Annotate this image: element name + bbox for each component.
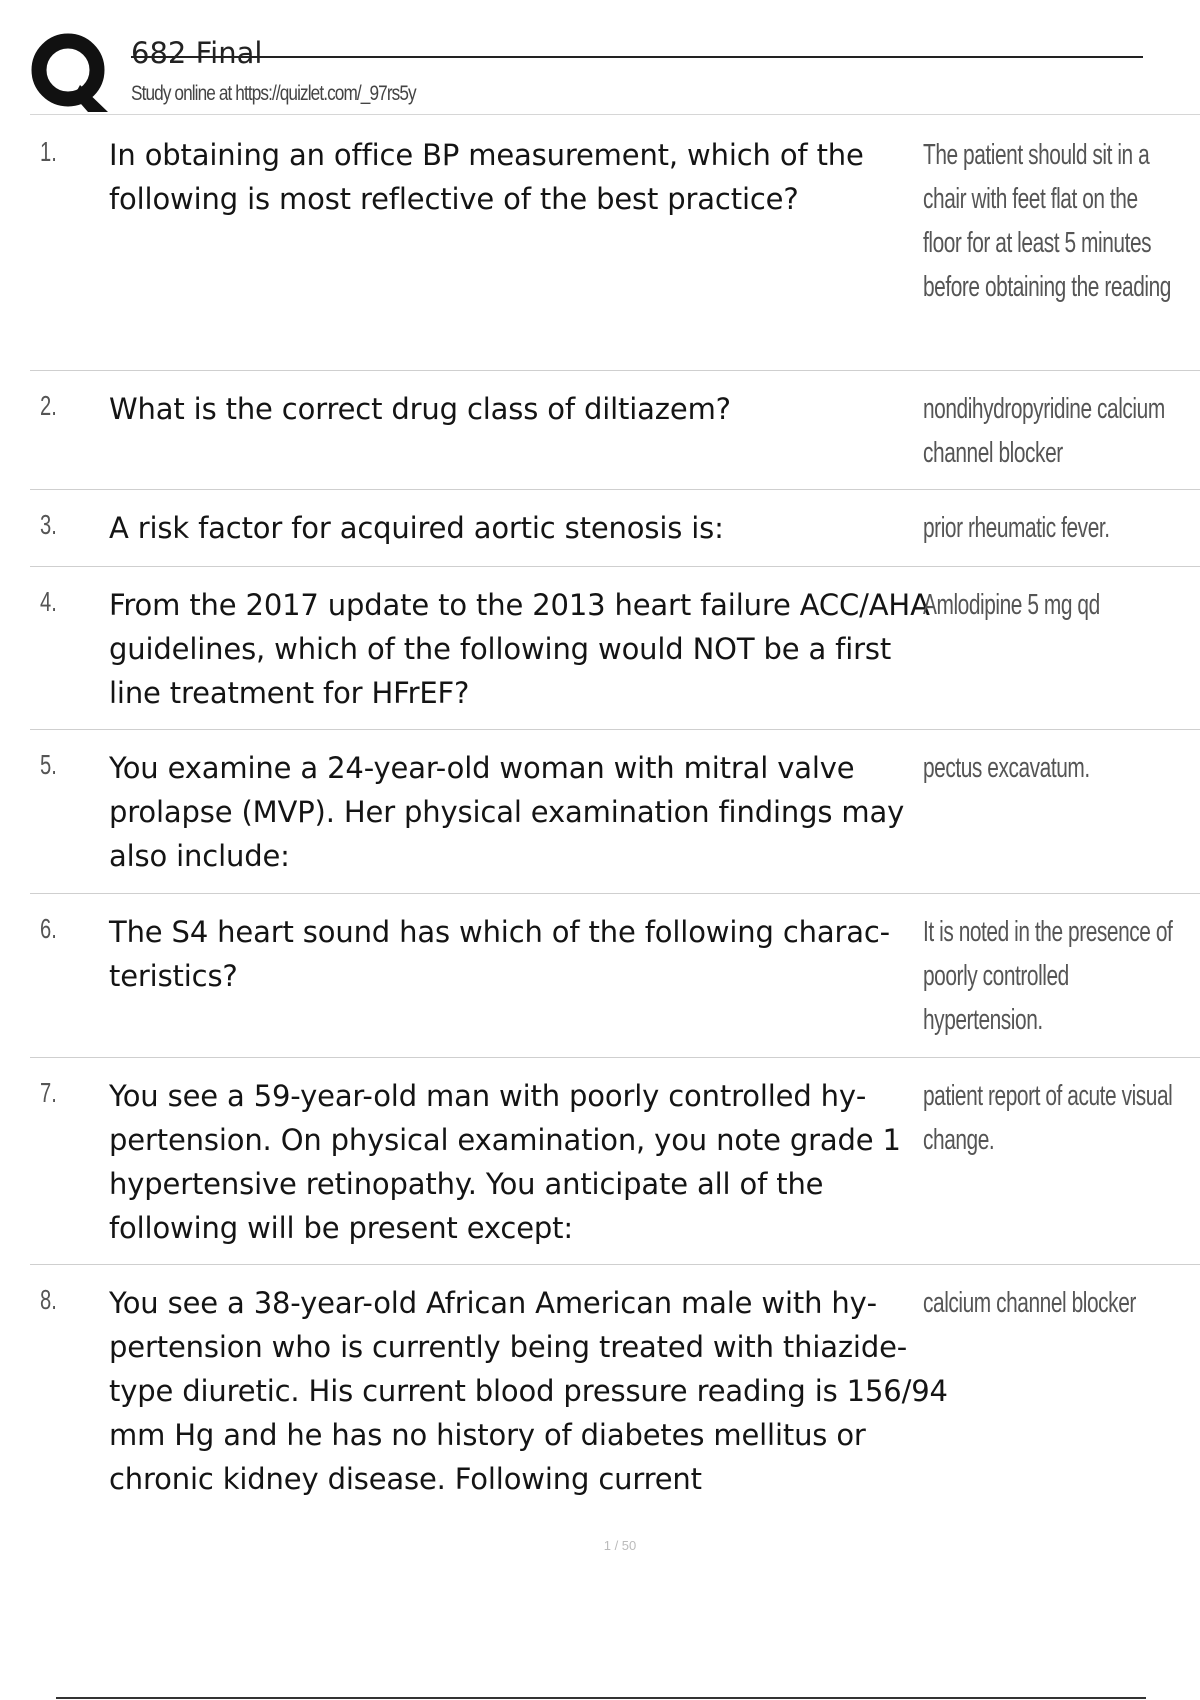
page-number: 1 / 50 (603, 1538, 637, 1553)
card-answer: nondihydropyridine calcium channel blocker (923, 393, 1165, 469)
card-number: 6. (40, 913, 57, 944)
card-question: From the 2017 update to the 2013 heart failure ACC/AHA guidelines, which of the following would NOT be a first line treatment for HFrEF? (109, 588, 930, 710)
flashcard-2 (30, 371, 1200, 490)
flashcard-4 (30, 567, 1200, 730)
card-number: 5. (40, 749, 57, 780)
card-question: You see a 59-year-old man with poorly controlled hypertension. On physical examination, you note grade 1 hypertensive retinopathy. You anticipate all of the following will be present except: (109, 1079, 901, 1245)
card-number: 4. (40, 586, 57, 617)
card-number: 7. (40, 1077, 57, 1108)
card-answer: Amlodipine 5 mg qd (923, 589, 1100, 621)
card-question: The S4 heart sound has which of the following characteristics? (109, 915, 891, 993)
header-divider (30, 114, 1200, 115)
flashcard-5 (30, 730, 1200, 894)
flashcard-8 (30, 1265, 1200, 1515)
card-answer: pectus excavatum. (923, 752, 1090, 784)
card-number: 2. (40, 390, 57, 421)
flashcard-6 (30, 894, 1200, 1058)
card-answer: It is noted in the presence of poorly controlled hypertension. (923, 916, 1173, 1036)
card-answer: The patient should sit in a chair with feet flat on the floor for at least 5 minutes before obtaining the reading (923, 139, 1171, 303)
card-number: 8. (40, 1284, 57, 1315)
card-number: 1. (40, 136, 57, 167)
footer-rule (56, 1697, 1146, 1699)
card-question: What is the correct drug class of diltiazem? (109, 392, 731, 426)
flashcard-3 (30, 490, 1200, 567)
card-number: 3. (40, 509, 57, 540)
card-question: A risk factor for acquired aortic stenosis is: (109, 511, 724, 545)
card-answer: patient report of acute visual change. (923, 1080, 1173, 1156)
flashcard-1 (30, 117, 1200, 371)
card-question: You see a 38-year-old African American male with hypertension who is currently being treated with thiazide-type diuretic. His current blood pressure reading is 156/94 mm Hg and he has no history of diabetes mellitus or chronic kidney disease. Following current (109, 1286, 948, 1496)
card-answer: prior rheumatic fever. (923, 512, 1110, 544)
quizlet-logo-icon (30, 30, 110, 112)
card-question: In obtaining an office BP measurement, which of the following is most reflective of the best practice? (109, 138, 864, 216)
study-online-link[interactable]: Study online at https://quizlet.com/_97rs5y (131, 82, 416, 105)
title-strike-rule (131, 56, 1143, 58)
document-title: 682 Final (131, 36, 263, 70)
card-question: You examine a 24-year-old woman with mitral valve prolapse (MVP). Her physical examination findings may also include: (109, 751, 905, 873)
flashcard-7 (30, 1058, 1200, 1265)
card-answer: calcium channel blocker (923, 1287, 1136, 1319)
